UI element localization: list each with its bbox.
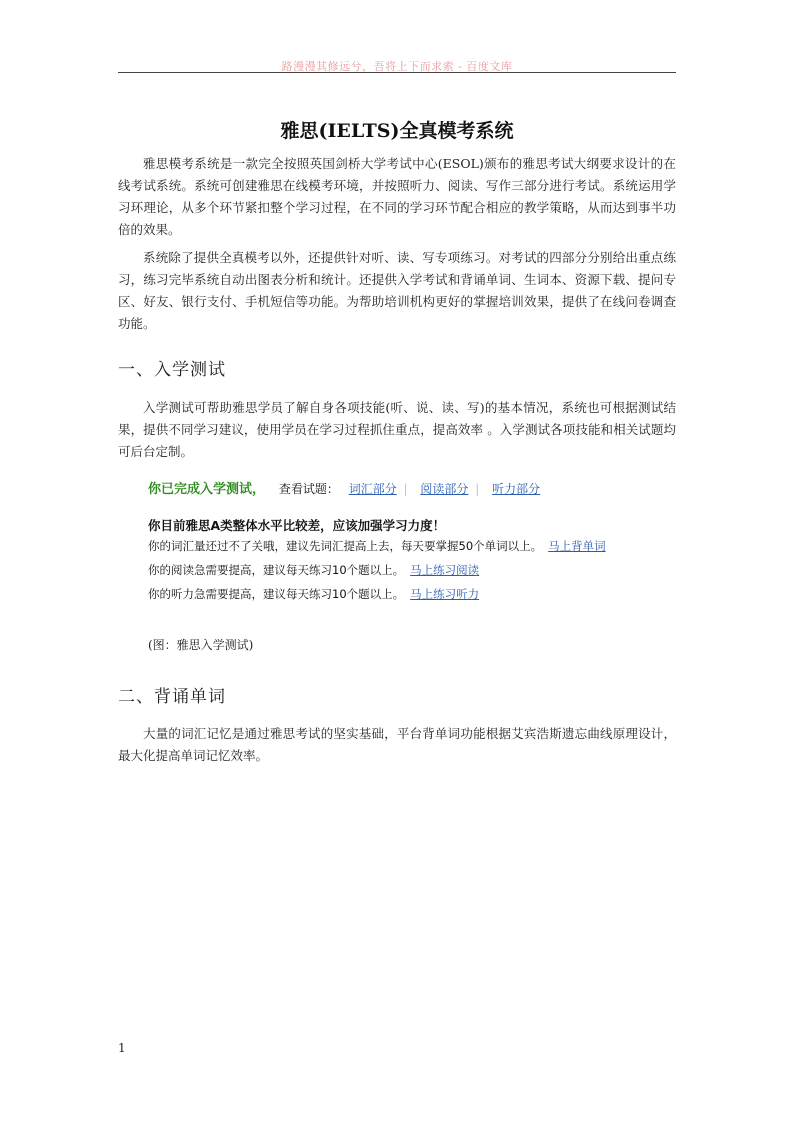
section-heading-entrance-test: 一、入学测试	[118, 360, 226, 380]
memorize-words-link[interactable]: 马上背单词	[548, 539, 606, 553]
tab-listening[interactable]: 听力部分	[492, 482, 541, 496]
reading-advice	[148, 562, 479, 578]
vocabulary-advice	[148, 538, 606, 554]
vocabulary-paragraph: 大量的词汇记忆是通过雅思考试的坚实基础，平台背单词功能根据艾宾浩斯遗忘曲线原理设计，最大化提高单词记忆效率。	[118, 726, 676, 763]
overall-level-warning: 你目前雅思A类整体水平比较差，应该加强学习力度！	[148, 518, 446, 533]
view-questions-label: 查看试题：	[278, 482, 339, 496]
tab-separator: |	[475, 482, 480, 496]
intro-paragraph-2: 系统除了提供全真模考以外，还提供针对听、读、写专项练习。对考试的四部分分别给出重点练习，练习完毕系统自动出图表分析和统计。还提供入学考试和背诵单词、生词本、资源下载、提问专区、好友、银行支付、手机短信等功能。为帮助培训机构更好的掌握培训效果，提供了在线问卷调查功能。	[118, 250, 676, 331]
tab-vocabulary[interactable]: 词汇部分	[348, 482, 397, 496]
intro-paragraph-1: 雅思模考系统是一款完全按照英国剑桥大学考试中心(ESOL)颁布的雅思考试大纲要求设计的在线考试系统。系统可创建雅思在线模考环境，并按照听力、阅读、写作三部分进行考试。系统运用学习环理论，从多个环节紧扣整个学习过程，在不同的学习环节配合相应的教学策略，从而达到事半功倍的效果。	[118, 156, 676, 237]
section-heading-vocabulary: 二、背诵单词	[118, 687, 226, 707]
practice-listening-link[interactable]: 马上练习听力	[410, 587, 480, 601]
entrance-test-paragraph: 入学测试可帮助雅思学员了解自身各项技能(听、说、读、写)的基本情况，系统也可根据测试结果，提供不同学习建议，使用学员在学习过程抓住重点，提高效率 。入学测试各项技能和相关试题均可后台定制。	[118, 400, 676, 459]
header-divider	[118, 72, 676, 73]
tab-reading[interactable]: 阅读部分	[420, 482, 469, 496]
document-title: 雅思(IELTS)全真模考系统	[280, 120, 514, 142]
listening-advice	[148, 586, 479, 602]
completed-label: 你已完成入学测试，	[148, 482, 266, 497]
tab-separator: |	[403, 482, 408, 496]
figure-caption: (图：雅思入学测试)	[148, 638, 254, 652]
listening-advice-text: 你的听力急需要提高，建议每天练习10个题以上。	[148, 587, 405, 601]
header-watermark: 路漫漫其修远兮，吾将上下而求索 - 百度文库	[281, 60, 513, 73]
vocabulary-advice-text: 你的词汇量还过不了关哦，建议先词汇提高上去，每天要掌握50个单词以上。	[148, 539, 543, 553]
reading-advice-text: 你的阅读急需要提高，建议每天练习10个题以上。	[148, 563, 405, 577]
page-number: 1	[118, 1041, 126, 1055]
practice-reading-link[interactable]: 马上练习阅读	[410, 563, 480, 577]
test-result-row	[148, 478, 540, 497]
